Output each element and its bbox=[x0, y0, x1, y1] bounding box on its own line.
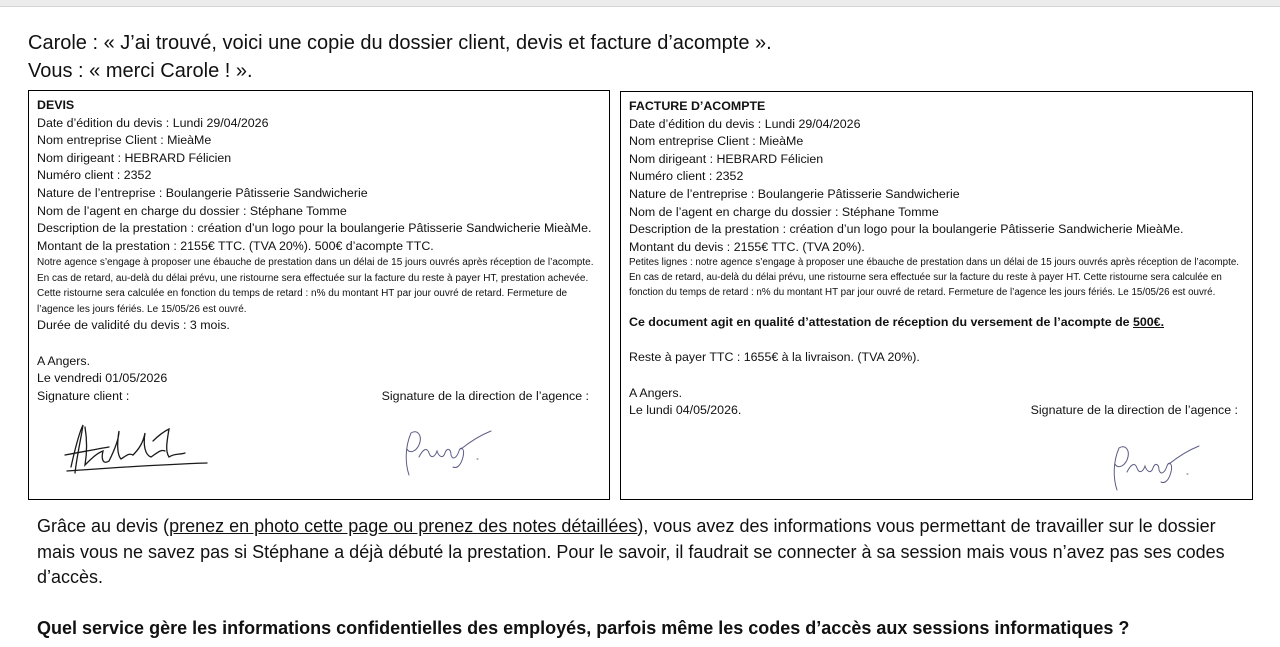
devis-agency-signature-label: Signature de la direction de l’agence : bbox=[381, 388, 589, 403]
question-text: Quel service gère les informations confidentielles des employés, parfois même les codes d’accès aux sessions informatiques ? bbox=[37, 618, 1130, 639]
intro-dialogue bbox=[28, 29, 772, 85]
devis-line: Date d’édition du devis : Lundi 29/04/2026 bbox=[37, 115, 269, 130]
instructions-paragraph bbox=[37, 514, 1257, 591]
facture-title: FACTURE D’ACOMPTE bbox=[629, 99, 766, 113]
devis-agency-signature-image bbox=[391, 423, 511, 483]
facture-line: Date d’édition du devis : Lundi 29/04/2026 bbox=[629, 116, 861, 131]
photo-notes-hint: prenez en photo cette page ou prenez des notes détaillées bbox=[169, 516, 638, 536]
instructions-text-start: Grâce au devis ( bbox=[37, 516, 170, 536]
facture-date: Le lundi 04/05/2026. bbox=[629, 403, 742, 418]
facture-line: Nom de l’agent en charge du dossier : Stéphane Tomme bbox=[629, 204, 939, 219]
devis-client-signature-label: Signature client : bbox=[37, 388, 130, 403]
intro-line-vous: Vous : « merci Carole ! ». bbox=[28, 60, 253, 82]
devis-line: Montant de la prestation : 2155€ TTC. (TVA 20%). 500€ d’acompte TTC. bbox=[37, 238, 434, 253]
devis-date: Le vendredi 01/05/2026 bbox=[37, 371, 168, 386]
facture-line: Numéro client : 2352 bbox=[629, 169, 744, 184]
instructions-text bbox=[37, 514, 1257, 642]
facture-remaining: Reste à payer TTC : 1655€ à la livraison. (TVA 20%). bbox=[629, 350, 920, 365]
facture-attestation bbox=[629, 314, 1244, 332]
devis-validity: Durée de validité du devis : 3 mois. bbox=[37, 318, 230, 333]
facture-line: Nom entreprise Client : MieàMe bbox=[629, 134, 804, 149]
devis-line: Nom entreprise Client : MieàMe bbox=[37, 133, 212, 148]
client-signature-image bbox=[57, 419, 217, 479]
facture-line: Description de la prestation : création d’un logo pour la boulangerie Pâtisserie Sandwicherie MieàMe. bbox=[629, 222, 1184, 237]
facture-place: A Angers. bbox=[629, 385, 683, 400]
devis-fine-print: Notre agence s’engage à proposer une ébauche de prestation dans un délai de 15 jours ouvrés après réception de l’acompte. En cas de retard, au-delà du délai prévu, une ristourne sera effectuée sur la facture du reste à payer HT, prestation achevée. Cette ristourne sera calculée en fonction du temps de retard : n% du montant HT par jour ouvré de retard. Fermeture de l’agence les jours fériés. Le 15/05/26 est ouvré. bbox=[37, 257, 594, 315]
devis-line: Description de la prestation : création d’un logo pour la boulangerie Pâtisserie Sandwicherie MieàMe. bbox=[37, 221, 592, 236]
facture-attestation-amount: 500€. bbox=[1133, 315, 1165, 330]
devis-line: Nom de l’agent en charge du dossier : Stéphane Tomme bbox=[37, 203, 347, 218]
devis-document bbox=[28, 90, 610, 500]
devis-line: Nature de l’entreprise : Boulangerie Pâtisserie Sandwicherie bbox=[37, 185, 368, 200]
devis-line: Nom dirigeant : HEBRARD Félicien bbox=[37, 150, 232, 165]
intro-line-carole: Carole : « J’ai trouvé, voici une copie du dossier client, devis et facture d’acompte ». bbox=[28, 32, 772, 54]
facture-line: Nature de l’entreprise : Boulangerie Pâtisserie Sandwicherie bbox=[629, 186, 960, 201]
devis-title: DEVIS bbox=[37, 98, 75, 112]
facture-fine-print: Petites lignes : notre agence s’engage à proposer une ébauche de prestation dans un délai de 15 jours ouvrés après réception de l’acompte. En cas de retard, au-delà du délai prévu, une ristourne sera effectuée sur la facture du reste à payer HT. Cette ristourne sera calculée en fonction du temps de retard : n% du montant HT par jour ouvré de retard. Fermeture de l’agence les jours fériés. Le 15/05/26 est ouvré. bbox=[629, 257, 1239, 298]
facture-line: Montant du devis : 2155€ TTC. (TVA 20%). bbox=[629, 239, 865, 254]
window-top-bar bbox=[0, 0, 1280, 7]
facture-agency-signature-image bbox=[1103, 436, 1213, 496]
instructions-text-end: ), vous avez des informations vous permettant de travailler sur le dossier mais vous ne savez pas si Stéphane a déjà débuté la prestation. Pour le savoir, il faudrait se connecter à sa session mais vous n’avez pas ses codes d’accès. bbox=[37, 516, 1225, 588]
facture-attestation-text: Ce document agit en qualité d’attestation de réception du versement de l’acompte de bbox=[629, 315, 1133, 330]
devis-line: Numéro client : 2352 bbox=[37, 168, 152, 183]
facture-line: Nom dirigeant : HEBRARD Félicien bbox=[629, 151, 824, 166]
devis-place: A Angers. bbox=[37, 353, 91, 368]
facture-agency-signature-label: Signature de la direction de l’agence : bbox=[1030, 403, 1238, 418]
facture-document bbox=[620, 91, 1253, 500]
